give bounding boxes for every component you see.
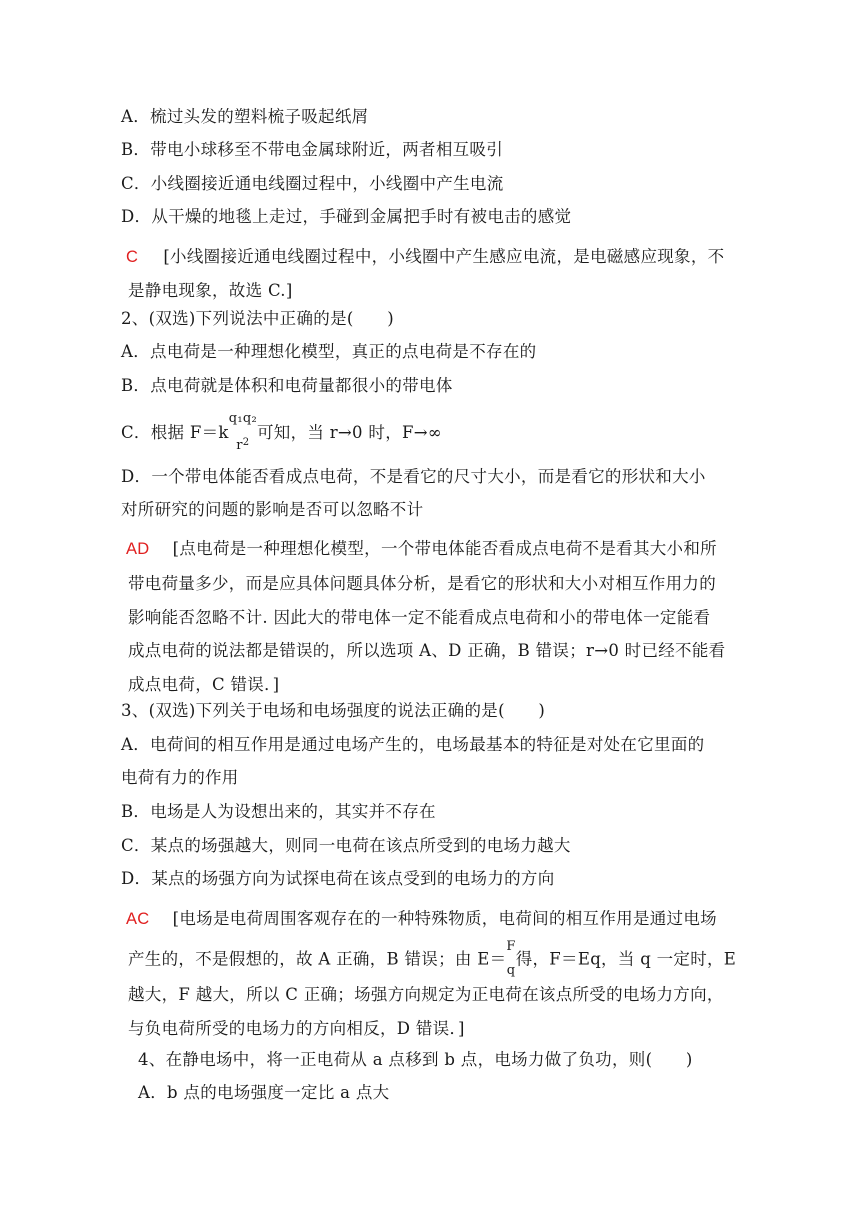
q4-option-a: A．b 点的电场强度一定比 a 点大 [138,1083,390,1102]
q3-explanation-2-suffix: 得，F＝Eq，当 q 一定时，E [515,949,737,969]
q3-option-b: B．电场是人为设想出来的，其实并不存在 [121,802,436,821]
q1-answer: C [126,248,139,266]
q3-answer: AC [126,910,150,928]
q2-option-a: A．点电荷是一种理想化模型，真正的点电荷是不存在的 [121,342,537,361]
q3-stem: 3、(双选)下列关于电场和电场强度的说法正确的是( ) [121,701,546,720]
q3-explanation-4: 与负电荷所受的电场力的方向相反，D 错误．] [128,1019,465,1038]
fraction-denominator: q [506,963,516,978]
q2-stem: 2、(双选)下列说法中正确的是( ) [121,309,394,328]
q2-explanation-2: 带电荷量多少，而是应具体问题具体分析，是看它的形状和大小对相互作用力的 [128,574,716,593]
fraction-denominator [229,436,257,453]
q4-stem: 4、在静电场中，将一正电荷从 a 点移到 b 点，电场力做了负功，则( ) [138,1050,693,1069]
denominator-exponent: 2 [242,437,250,448]
q2-option-d-1: D．一个带电体能否看成点电荷，不是看它的尺寸大小，而是看它的形状和大小 [121,467,706,486]
fraction-numerator: q₁q₂ [228,411,257,426]
q3-answer-line [126,909,717,929]
q2-option-d-2: 对所研究的问题的影响是否可以忽略不计 [121,500,424,519]
q1-answer-line [126,247,724,267]
q3-option-d: D．某点的场强方向为试探电荷在该点受到的电场力的方向 [121,869,555,888]
q1-explanation-1: [小线圈接近通电线圈过程中，小线圈中产生感应电流，是电磁感应现象，不 [163,247,725,266]
q3-option-a-1: A．电荷间的相互作用是通过电场产生的，电场最基本的特征是对处在它里面的 [121,735,705,754]
q3-explanation-2 [128,939,737,978]
q3-explanation-1: [电场是电荷周围客观存在的一种特殊物质，电荷间的相互作用是通过电场 [172,909,717,928]
q2-option-c-suffix: 可知，当 r→0 时，F→∞ [257,423,442,442]
q1-option-c: C．小线圈接近通电线圈过程中，小线圈中产生电流 [121,174,504,193]
q2-option-c [121,411,442,453]
q2-answer: AD [126,540,150,558]
q3-option-c: C．某点的场强越大，则同一电荷在该点所受到的电场力越大 [121,836,571,855]
field-strength-fraction [506,939,516,978]
q2-explanation-1: [点电荷是一种理想化模型，一个带电体能否看成点电荷不是看其大小和所 [172,539,717,558]
q3-option-a-2: 电荷有力的作用 [121,768,239,787]
q3-explanation-3: 越大，F 越大，所以 C 正确；场强方向规定为正电荷在该点所受的电场力方向， [128,985,724,1004]
coulomb-fraction [228,411,257,453]
q1-option-b: B．带电小球移至不带电金属球附近，两者相互吸引 [121,140,504,159]
q2-option-b: B．点电荷就是体积和电荷量都很小的带电体 [121,376,453,395]
q2-explanation-4: 成点电荷的说法都是错误的，所以选项 A、D 正确，B 错误；r→0 时已经不能看 [128,641,726,660]
q3-explanation-2-prefix: 产生的，不是假想的，故 A 正确，B 错误；由 E＝ [128,949,507,969]
q1-option-a: A．梳过头发的塑料梳子吸起纸屑 [121,107,369,126]
q2-explanation-5: 成点电荷，C 错误．] [128,675,280,694]
q2-answer-line [126,539,717,559]
q1-explanation-2: 是静电现象，故选 C.] [128,281,293,300]
fraction-numerator: F [506,939,516,954]
q1-option-d: D．从干燥的地毯上走过，手碰到金属把手时有被电击的感觉 [121,207,572,226]
denominator-base: r [236,438,243,453]
q2-option-c-prefix: C．根据 F＝k [121,423,229,442]
q2-explanation-3: 影响能否忽略不计. 因此大的带电体一定不能看成点电荷和小的带电体一定能看 [128,608,711,627]
